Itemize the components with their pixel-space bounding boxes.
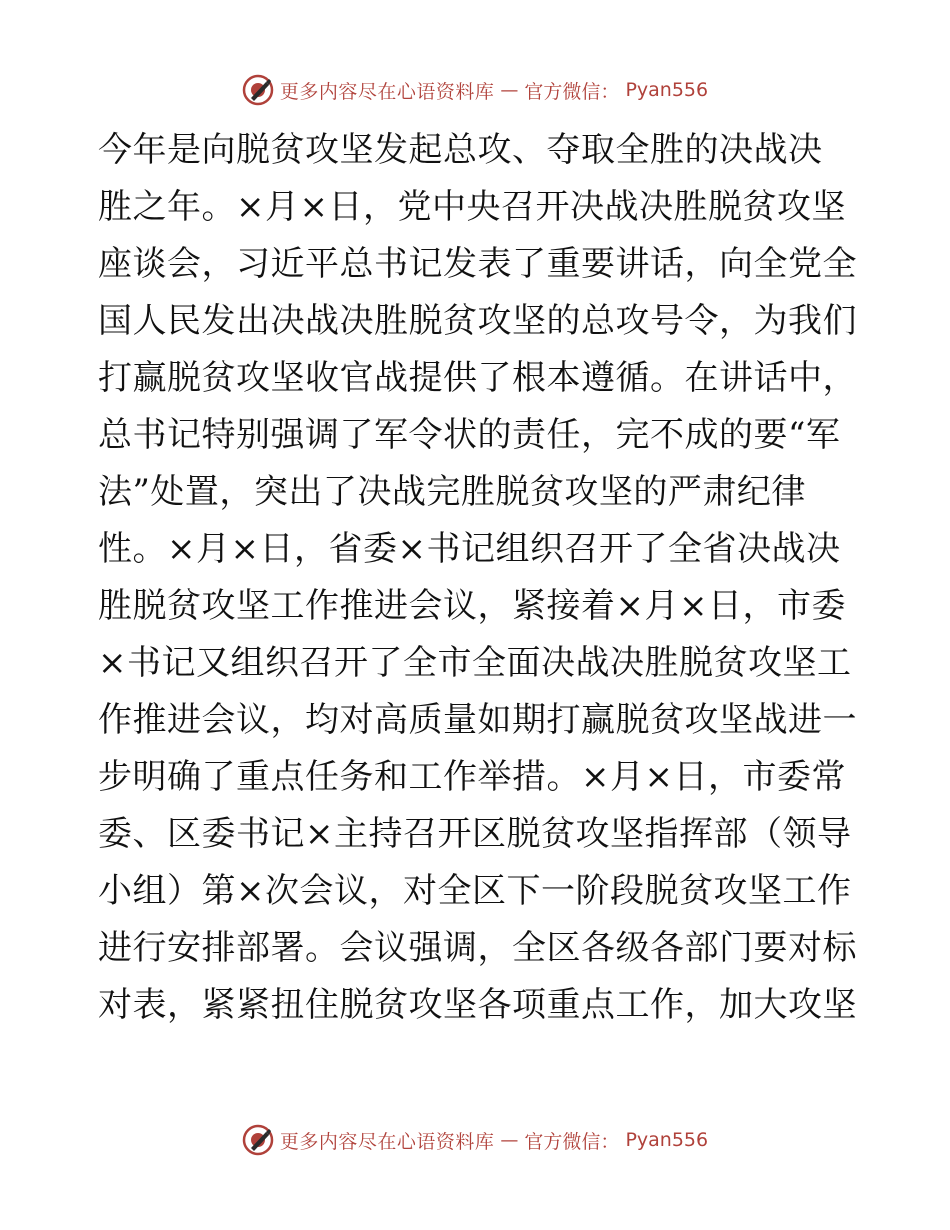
body-line: 总书记特别强调了军令状的责任，完不成的要“军 bbox=[98, 415, 841, 455]
banner-wechat-label: 官方微信： bbox=[524, 80, 620, 103]
body-line: 今年是向脱贫攻坚发起总攻、夺取全胜的决战决 bbox=[98, 130, 823, 170]
body-line: 小组）第×次会议，对全区下一阶段脱贫攻坚工作 bbox=[98, 871, 852, 911]
logo-icon bbox=[242, 74, 274, 106]
body-line: 国人民发出决战决胜脱贫攻坚的总攻号令，为我们 bbox=[98, 301, 857, 341]
body-line: 步明确了重点任务和工作举措。×月×日，市委常 bbox=[98, 757, 846, 797]
body-line: 作推进会议，均对高质量如期打赢脱贫攻坚战进一 bbox=[98, 700, 857, 740]
header-banner bbox=[0, 70, 950, 110]
body-line: 委、区委书记×主持召开区脱贫攻坚指挥部（领导 bbox=[98, 814, 852, 854]
body-line: 性。×月×日，省委×书记组织召开了全省决战决 bbox=[98, 529, 841, 569]
body-line: 打赢脱贫攻坚收官战提供了根本遵循。在讲话中， bbox=[98, 358, 857, 398]
document-body bbox=[98, 122, 857, 1034]
banner-separator: — bbox=[500, 79, 519, 101]
body-line: 胜脱贫攻坚工作推进会议，紧接着×月×日，市委 bbox=[98, 586, 846, 626]
banner-brand: 更多内容尽在心语资料库 bbox=[279, 1130, 495, 1153]
body-line: 进行安排部署。会议强调，全区各级各部门要对标 bbox=[98, 928, 857, 968]
body-line: 座谈会，习近平总书记发表了重要讲话，向全党全 bbox=[98, 244, 857, 284]
banner-wechat-label: 官方微信： bbox=[524, 1130, 620, 1153]
body-line: 对表，紧紧扭住脱贫攻坚各项重点工作，加大攻坚 bbox=[98, 985, 857, 1025]
banner-brand: 更多内容尽在心语资料库 bbox=[279, 80, 495, 103]
footer-banner bbox=[0, 1120, 950, 1160]
body-line: 胜之年。×月×日，党中央召开决战决胜脱贫攻坚 bbox=[98, 187, 846, 227]
body-line: 法”处置，突出了决战完胜脱贫攻坚的严肃纪律 bbox=[98, 472, 806, 512]
banner-separator: — bbox=[500, 1129, 519, 1151]
banner-wechat-id: Pyan556 bbox=[625, 1129, 709, 1151]
banner-wechat-id: Pyan556 bbox=[625, 79, 709, 101]
body-line: ×书记又组织召开了全市全面决战决胜脱贫攻坚工 bbox=[98, 643, 852, 683]
logo-icon bbox=[242, 1124, 274, 1156]
